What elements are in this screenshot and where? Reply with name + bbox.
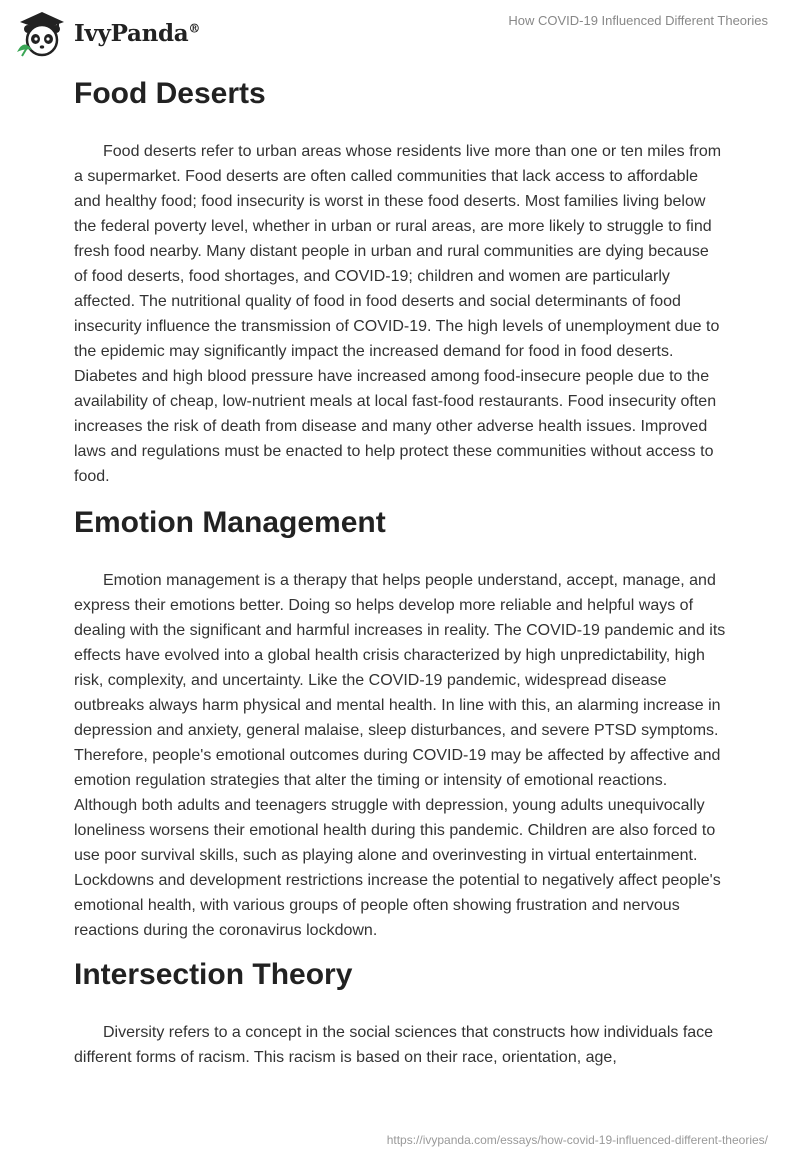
source-url-link[interactable]: https://ivypanda.com/essays/how-covid-19-influenced-different-theories/ xyxy=(386,1133,768,1147)
section-heading: Intersection Theory xyxy=(74,958,353,991)
document-title: How COVID-19 Influenced Different Theories xyxy=(508,13,768,28)
section-paragraph: Emotion management is a therapy that helps people understand, accept, manage, and express their emotions better. Doing so helps develop more reliable and helpful ways of dealing with the significant and harmful increases in reality. The COVID-19 pandemic and its effects have evolved into a global health crisis characterized by high unpredictability, high risk, complexity, and uncertainty. Like the COVID-19 pandemic, widespread disease outbreaks always harm physical and mental health. In line with this, an alarming increase in depression and anxiety, general malaise, sleep disturbances, and severe PTSD symptoms. Therefore, people's emotional outcomes during COVID-19 may be affected by affective and emotion regulation strategies that alter the timing or intensity of emotional reactions. Although both adults and teenagers struggle with depression, young adults unequivocally loneliness worsens their emotional health during this pandemic. Children are also forced to use poor survival skills, such as playing alone and overinvesting in virtual entertainment. Lockdowns and development restrictions increase the potential to negatively affect people's emotional health, with various groups of people often showing frustration and nervous reactions during the coronavirus lockdown. xyxy=(74,572,726,939)
brand-logo[interactable] xyxy=(12,8,212,60)
registered-mark: ® xyxy=(188,21,201,36)
section-emotion-management xyxy=(74,503,726,943)
section-paragraph: Diversity refers to a concept in the social sciences that constructs how individuals face different forms of racism. This racism is based on their race, orientation, age, xyxy=(74,1024,714,1066)
section-heading: Emotion Management xyxy=(74,506,386,539)
panda-graduate-icon xyxy=(12,8,72,60)
section-food-deserts xyxy=(74,74,726,489)
section-intersection-theory xyxy=(74,955,726,1070)
page-header xyxy=(0,0,800,70)
section-paragraph: Food deserts refer to urban areas whose residents live more than one or ten miles from a supermarket. Food deserts are often called communities that lack access to affordable and healthy food; food insecurity is worst in these food deserts. Most families living below the federal poverty level, whether in urban or rural areas, are more likely to struggle to find fresh food nearby. Many distant people in urban and rural communities are dying because of food deserts, food shortages, and COVID-19; children and women are particularly affected. The nutritional quality of food in food deserts and social determinants of food insecurity influence the transmission of COVID-19. The high levels of unemployment due to the epidemic may significantly impact the increased demand for food in food deserts. Diabetes and high blood pressure have increased among food-insecure people due to the availability of cheap, low-nutrient meals at local fast-food restaurants. Food insecurity often increases the risk of death from disease and many other adverse health issues. Improved laws and regulations must be enacted to help protect these communities without access to food. xyxy=(74,143,722,485)
section-heading: Food Deserts xyxy=(74,77,266,110)
brand-name: IvyPanda® xyxy=(74,20,201,47)
article-content xyxy=(74,70,726,1070)
